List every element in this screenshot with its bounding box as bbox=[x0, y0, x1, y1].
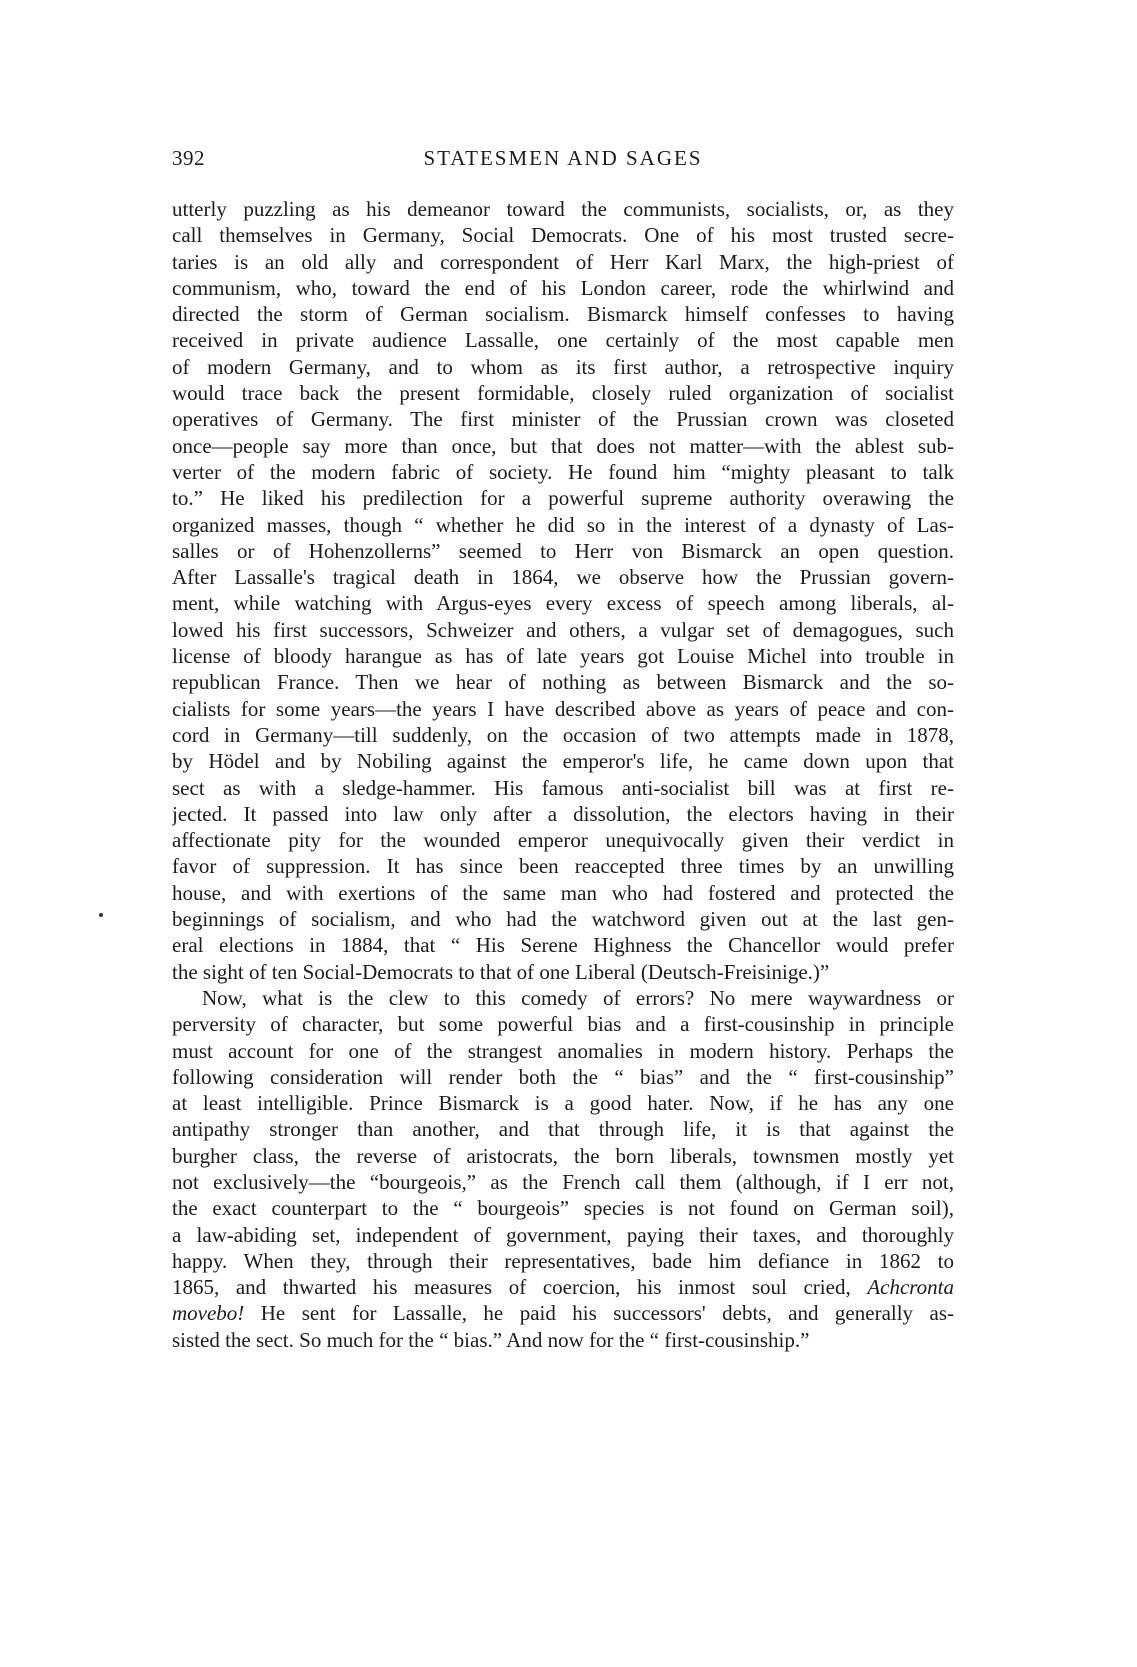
text-line: happy. When they, through their representatives, bade him defiance in 1862 to bbox=[172, 1248, 954, 1273]
text-line: salles or of Hohenzollerns” seemed to Herr von Bismarck an open question. bbox=[172, 538, 954, 563]
text-line: the exact counterpart to the “ bourgeois” species is not found on German soil), bbox=[172, 1196, 954, 1221]
italic-phrase: movebo! bbox=[172, 1301, 245, 1326]
text-line: favor of suppression. It has since been reaccepted three times by an unwilling bbox=[172, 854, 954, 879]
text-line: cialists for some years—the years I have described above as years of peace and con- bbox=[172, 696, 954, 721]
text-line: burgher class, the reverse of aristocrats, the born liberals, townsmen mostly yet bbox=[172, 1143, 954, 1168]
text-line: After Lassalle's tragical death in 1864, we observe how the Prussian govern- bbox=[172, 565, 954, 590]
text-line-with-italic bbox=[172, 1274, 954, 1300]
text-line: received in private audience Lassalle, one certainly of the most capable men bbox=[172, 328, 954, 353]
text-line: of modern Germany, and to whom as its first author, a retrospective inquiry bbox=[172, 354, 954, 379]
text-line: perversity of character, but some powerful bias and a first-cousinship in principle bbox=[172, 1012, 954, 1037]
body-text bbox=[172, 196, 954, 1353]
text-line: organized masses, though “ whether he did so in the interest of a dynasty of Las- bbox=[172, 512, 954, 537]
text-line: Now, what is the clew to this comedy of errors? No mere waywardness or bbox=[202, 985, 954, 1010]
text-line: jected. It passed into law only after a dissolution, the electors having in their bbox=[172, 801, 954, 826]
text-line: license of bloody harangue as has of late years got Louise Michel into trouble in bbox=[172, 644, 954, 669]
text-line: sect as with a sledge-hammer. His famous anti-socialist bill was at first re- bbox=[172, 775, 954, 800]
text-line: by Hödel and by Nobiling against the emperor's life, he came down upon that bbox=[172, 749, 954, 774]
text-line: cord in Germany—till suddenly, on the occasion of two attempts made in 1878, bbox=[172, 722, 954, 747]
text-line: verter of the modern fabric of society. He found him “mighty pleasant to talk bbox=[172, 459, 954, 484]
text-line: sisted the sect. So much for the “ bias.” And now for the “ first-cousinship.” bbox=[172, 1327, 810, 1352]
text-line: eral elections in 1884, that “ His Serene Highness the Chancellor would prefer bbox=[172, 933, 954, 958]
text-fragment: 1865, and thwarted his measures of coercion, his inmost soul cried, bbox=[172, 1275, 851, 1300]
text-line: affectionate pity for the wounded emperor unequivocally given their verdict in bbox=[172, 828, 954, 853]
text-line: directed the storm of German socialism. Bismarck himself confesses to having bbox=[172, 302, 954, 327]
paragraph-2 bbox=[172, 985, 954, 1353]
text-line: call themselves in Germany, Social Democrats. One of his most trusted secre- bbox=[172, 223, 954, 248]
running-head bbox=[172, 146, 954, 176]
paragraph-1 bbox=[172, 196, 954, 985]
text-line: at least intelligible. Prince Bismarck is a good hater. Now, if he has any one bbox=[172, 1091, 954, 1116]
text-line: taries is an old ally and correspondent of Herr Karl Marx, the high-priest of bbox=[172, 249, 954, 274]
running-title: STATESMEN AND SAGES bbox=[423, 146, 703, 170]
margin-mark bbox=[99, 913, 103, 917]
text-line: operatives of Germany. The first minister of the Prussian crown was closeted bbox=[172, 407, 954, 432]
text-line: utterly puzzling as his demeanor toward the communists, socialists, or, as they bbox=[172, 197, 954, 221]
text-line: not exclusively—the “bourgeois,” as the French call them (although, if I err not, bbox=[172, 1169, 954, 1194]
text-line: following consideration will render both the “ bias” and the “ first-cousinship” bbox=[172, 1064, 954, 1089]
text-line: communism, who, toward the end of his London career, rode the whirlwind and bbox=[172, 275, 954, 300]
text-line: lowed his first successors, Schweizer and others, a vulgar set of demagogues, such bbox=[172, 617, 954, 642]
italic-phrase: Achcronta bbox=[867, 1275, 954, 1300]
text-line: beginnings of socialism, and who had the watchword given out at the last gen- bbox=[172, 907, 954, 932]
text-line: house, and with exertions of the same man who had fostered and protected the bbox=[172, 880, 954, 905]
text-fragment: He sent for Lassalle, he paid his successors' debts, and generally as- bbox=[260, 1301, 954, 1326]
page-number: 392 bbox=[172, 146, 205, 170]
text-line: once—people say more than once, but that does not matter—with the ablest sub- bbox=[172, 433, 954, 458]
text-line: to.” He liked his predilection for a powerful supreme authority overawing the bbox=[172, 486, 954, 511]
text-line: a law-abiding set, independent of government, paying their taxes, and thoroughly bbox=[172, 1222, 954, 1247]
text-line: antipathy stronger than another, and that through life, it is that against the bbox=[172, 1117, 954, 1142]
text-line: republican France. Then we hear of nothing as between Bismarck and the so- bbox=[172, 670, 954, 695]
text-line: the sight of ten Social-Democrats to that of one Liberal (Deutsch-Freisinige.)” bbox=[172, 959, 830, 984]
text-line: ment, while watching with Argus-eyes every excess of speech among liberals, al- bbox=[172, 591, 954, 616]
text-line-with-italic bbox=[172, 1300, 954, 1326]
text-line: would trace back the present formidable, closely ruled organization of socialist bbox=[172, 381, 954, 406]
text-line: must account for one of the strangest anomalies in modern history. Perhaps the bbox=[172, 1038, 954, 1063]
